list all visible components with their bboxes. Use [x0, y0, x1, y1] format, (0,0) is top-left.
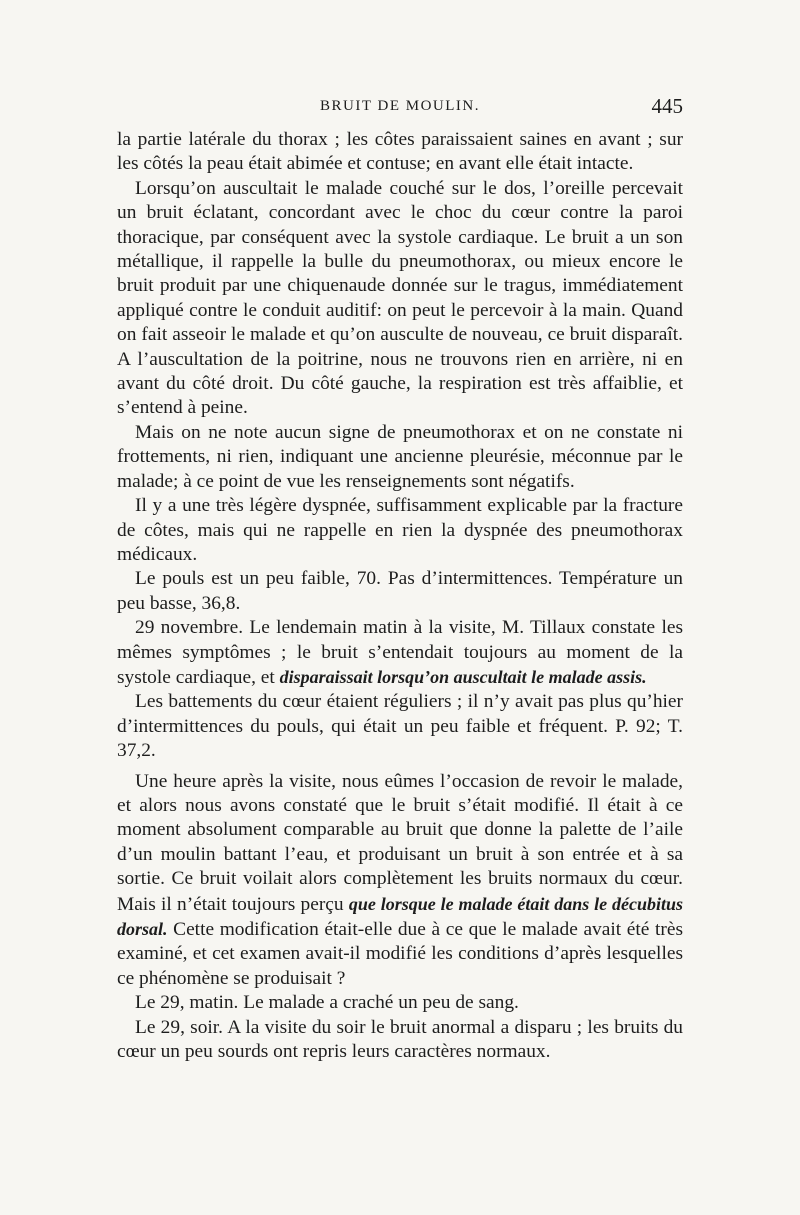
running-title: BRUIT DE MOULIN.	[320, 98, 480, 114]
paragraph-3	[117, 421, 683, 494]
paragraph-text: Lorsqu’on auscultait le malade couché sur le dos, l’oreille percevait un bruit éclatant, concordant avec le choc du cœur contre la paroi thoracique, par conséquent avec la systole cardiaque. Le bruit a un son métallique, il rappelle la bulle du pneumothorax, ou mieux encore le bruit produit par une chiquenaude donnée sur le tragus, immédiatement appliqué contre le conduit auditif: on peut le percevoir à la main. Quand on fait asseoir le malade et qu’on ausculte de nouveau, ce bruit disparaît. A l’auscultation de la poitrine, nous ne trouvons rien en arrière, ni en avant du côté droit. Du côté gauche, la respiration est très affaiblie, et s’entend à peine.	[117, 177, 683, 419]
paragraph-1	[117, 128, 683, 177]
paragraph-10	[117, 1016, 683, 1065]
paragraph-text: Il y a une très légère dyspnée, suffisamment explicable par la fracture de côtes, mais qui ne rappelle en rien la dyspnée des pneumothorax médicaux.	[117, 495, 683, 565]
paragraph-7	[117, 690, 683, 763]
running-head	[117, 94, 683, 122]
paragraph-text: Cette modification était-elle due à ce que le malade avait été très examiné, et cet examen avait-il modifié les conditions d’après lesquelles ce phénomène se produisait ?	[117, 919, 683, 989]
body-text	[117, 128, 683, 1064]
italic-emphasis: disparaissait lorsqu’on auscultait le malade assis.	[279, 666, 647, 687]
paragraph-text: Le 29, matin. Le malade a craché un peu de sang.	[135, 992, 519, 1014]
paragraph-text: la partie latérale du thorax ; les côtes paraissaient saines en avant ; sur les côtés la peau était abimée et contuse; en avant elle était intacte.	[117, 129, 683, 175]
paragraph-6	[117, 616, 683, 690]
paragraph-text: 29 novembre. Le lendemain matin à la visite, M. Tillaux constate les mêmes symptômes ; le bruit s’entendait toujours au moment de la systole cardiaque, et	[117, 617, 683, 688]
page-number: 445	[651, 94, 683, 118]
italic-emphasis: que lorsque le malade était dans le décubitus dorsal.	[117, 893, 683, 939]
paragraph-text: Mais on ne note aucun signe de pneumothorax et on ne constate ni frottements, ni rien, indiquant une ancienne pleurésie, méconnue par le malade; à ce point de vue les renseignements sont négatifs.	[117, 421, 683, 492]
paragraph-2	[117, 177, 683, 421]
paragraph-8	[117, 770, 683, 992]
paragraph-4	[117, 494, 683, 567]
paragraph-text: Le pouls est un peu faible, 70. Pas d’intermittences. Température un peu basse, 36,8.	[117, 568, 683, 614]
paragraph-text: Les battements du cœur étaient réguliers ; il n’y avait pas plus qu’hier d’intermittences du pouls, qui était un peu faible et fréquent. P. 92; T. 37,2.	[117, 691, 683, 762]
paragraph-text: Le 29, soir. A la visite du soir le bruit anormal a disparu ; les bruits du cœur un peu sourds ont repris leurs caractères normaux.	[117, 1016, 683, 1063]
paragraph-9	[117, 991, 683, 1015]
paragraph-5	[117, 567, 683, 616]
paragraph-text: Une heure après la visite, nous eûmes l’occasion de revoir le malade, et alors nous avons constaté que le bruit s’était modifié. Il était à ce moment absolument comparable au bruit que donne la palette de l’aile d’un moulin battant l’eau, et produisant un bruit à son entrée et à sa sortie. Ce bruit voilait alors complètement les bruits normaux du cœur. Mais il n’était toujours perçu	[117, 770, 683, 915]
